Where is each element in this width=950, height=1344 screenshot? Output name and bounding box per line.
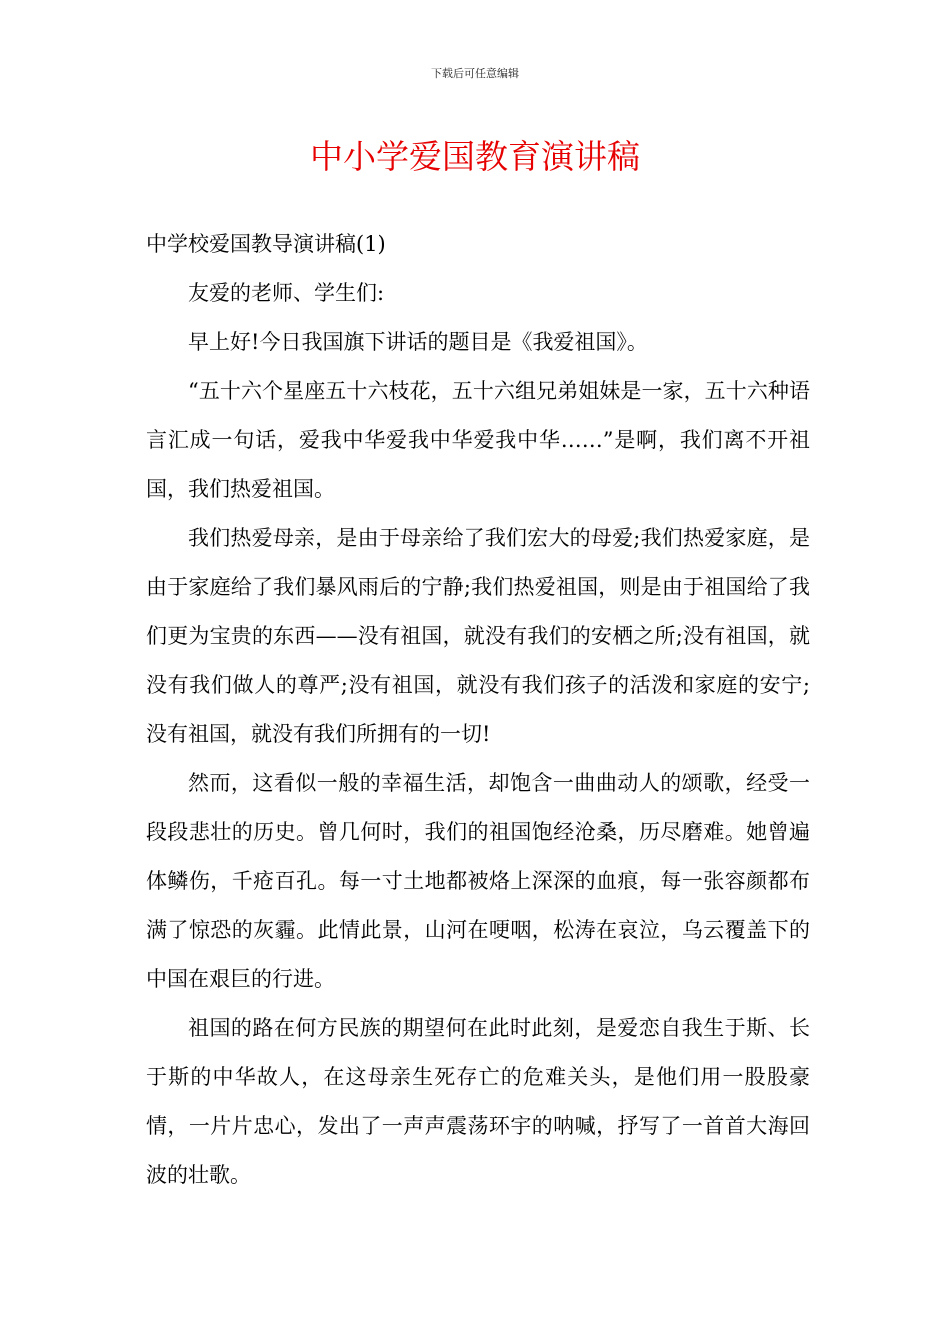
paragraph-song-quote: “五十六个星座五十六枝花，五十六组兄弟姐妹是一家，五十六种语言汇成一句话，爱我中华爱我中华爱我中华……”是啊，我们离不开祖国，我们热爱祖国。 — [146, 379, 810, 501]
paragraph-morning: 早上好!今日我国旗下讲话的题目是《我爱祖国》。 — [188, 330, 648, 354]
document-body — [146, 220, 810, 1200]
document-title: 中小学爱国教育演讲稿 — [310, 137, 640, 176]
paragraph-greeting: 友爱的老师、学生们: — [188, 281, 385, 305]
document-subtitle: 中学校爱国教导演讲稿(1) — [146, 232, 386, 256]
paragraph-history: 然而，这看似一般的幸福生活，却饱含一曲曲动人的颂歌，经受一段段悲壮的历史。曾几何时，我们的祖国饱经沧桑，历尽磨难。她曾遍体鳞伤，千疮百孔。每一寸土地都被烙上深深的血痕，每一张容颜都布满了惊恐的灰霾。此情此景，山河在哽咽，松涛在哀泣，乌云覆盖下的中国在艰巨的行进。 — [146, 771, 810, 991]
header-note: 下载后可任意编辑 — [431, 67, 519, 80]
paragraph-love-motherland: 我们热爱母亲，是由于母亲给了我们宏大的母爱;我们热爱家庭，是由于家庭给了我们暴风雨后的宁静;我们热爱祖国，则是由于祖国给了我们更为宝贵的东西——没有祖国，就没有我们的安栖之所;没有祖国，就没有我们做人的尊严;没有祖国，就没有我们孩子的活泼和家庭的安宁;没有祖国，就没有我们所拥有的一切! — [146, 526, 810, 746]
paragraph-path-of-motherland: 祖国的路在何方民族的期望何在此时此刻，是爱恋自我生于斯、长于斯的中华故人，在这母亲生死存亡的危难关头，是他们用一股股豪情，一片片忠心，发出了一声声震荡环宇的呐喊，抒写了一首首大海回波的壮歌。 — [146, 1016, 810, 1187]
